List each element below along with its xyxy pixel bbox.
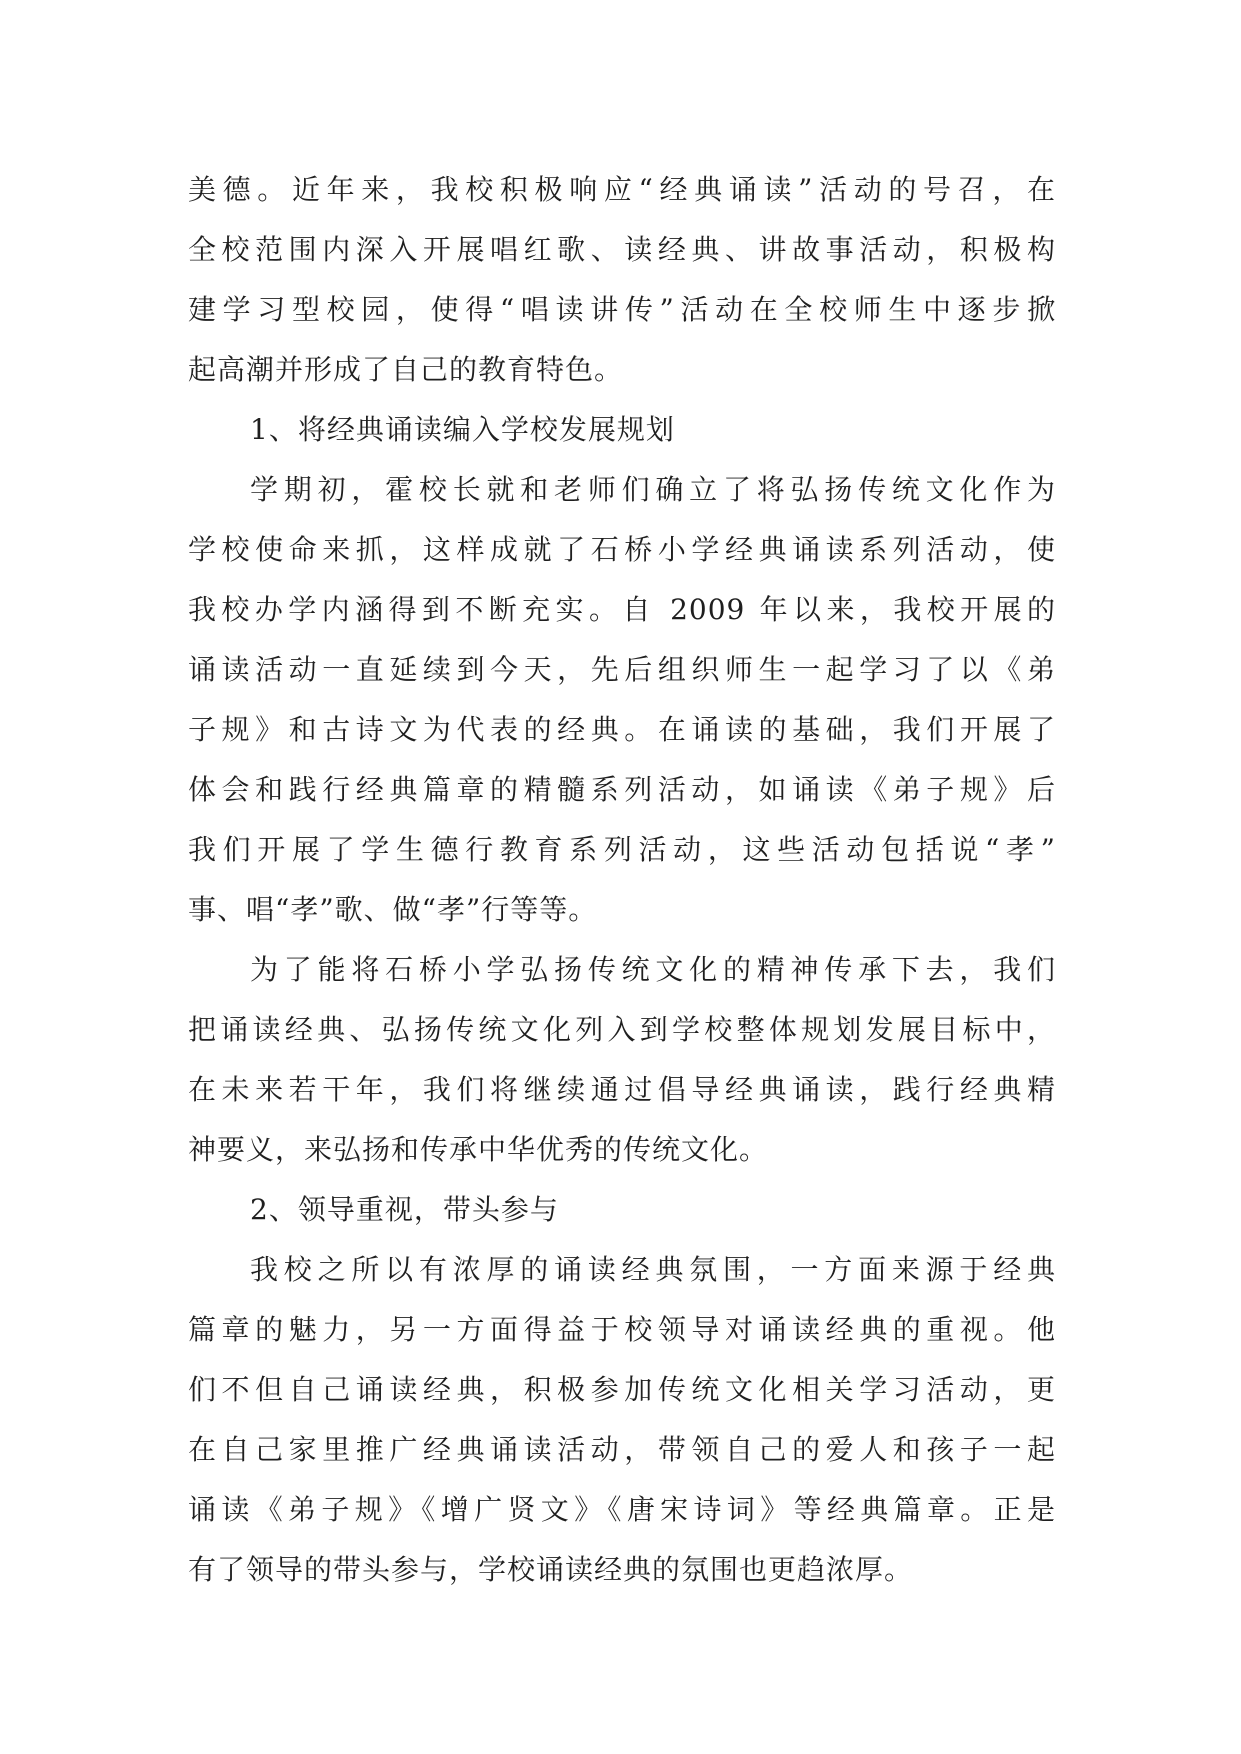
text-line: 诵读活动一直延续到今天，先后组织师生一起学习了以《弟 [188, 653, 1056, 686]
text-line: 神要义，来弘扬和传承中华优秀的传统文化。 [188, 1133, 769, 1166]
text-line: 体会和践行经典篇章的精髓系列活动，如诵读《弟子规》后 [188, 773, 1056, 806]
text-line: 在未来若干年，我们将继续通过倡导经典诵读，践行经典精 [188, 1073, 1056, 1106]
text-line: 学期初，霍校长就和老师们确立了将弘扬传统文化作为 [250, 473, 1056, 506]
text-line: 美德。近年来，我校积极响应“经典诵读”活动的号召，在 [188, 173, 1056, 206]
text-line: 学校使命来抓，这样成就了石桥小学经典诵读系列活动，使 [188, 533, 1056, 566]
text-line: 建学习型校园，使得“唱读讲传”活动在全校师生中逐步掀 [188, 293, 1056, 326]
text-line: 有了领导的带头参与，学校诵读经典的氛围也更趋浓厚。 [188, 1553, 914, 1586]
text-line: 篇章的魅力，另一方面得益于校领导对诵读经典的重视。他 [188, 1313, 1056, 1346]
text-line: 我校之所以有浓厚的诵读经典氛围，一方面来源于经典 [250, 1253, 1056, 1286]
text-line: 事、唱“孝”歌、做“孝”行等等。 [188, 893, 598, 926]
text-line: 全校范围内深入开展唱红歌、读经典、讲故事活动，积极构 [188, 233, 1056, 266]
text-line: 2、领导重视，带头参与 [250, 1193, 559, 1226]
text-line: 我们开展了学生德行教育系列活动，这些活动包括说“孝” [188, 833, 1056, 866]
text-line: 们不但自己诵读经典，积极参加传统文化相关学习活动，更 [188, 1373, 1056, 1406]
document-body [188, 160, 1056, 1600]
text-line: 起高潮并形成了自己的教育特色。 [188, 353, 624, 386]
text-line: 为了能将石桥小学弘扬传统文化的精神传承下去，我们 [250, 953, 1056, 986]
text-line: 把诵读经典、弘扬传统文化列入到学校整体规划发展目标中， [188, 1013, 1056, 1046]
text-line: 我校办学内涵得到不断充实。自 2009 年以来，我校开展的 [188, 593, 1056, 626]
text-line: 子规》和古诗文为代表的经典。在诵读的基础，我们开展了 [188, 713, 1056, 746]
text-line: 1、将经典诵读编入学校发展规划 [250, 413, 675, 446]
text-line: 在自己家里推广经典诵读活动，带领自己的爱人和孩子一起 [188, 1433, 1056, 1466]
text-line: 诵读《弟子规》《增广贤文》《唐宋诗词》等经典篇章。正是 [188, 1493, 1056, 1526]
